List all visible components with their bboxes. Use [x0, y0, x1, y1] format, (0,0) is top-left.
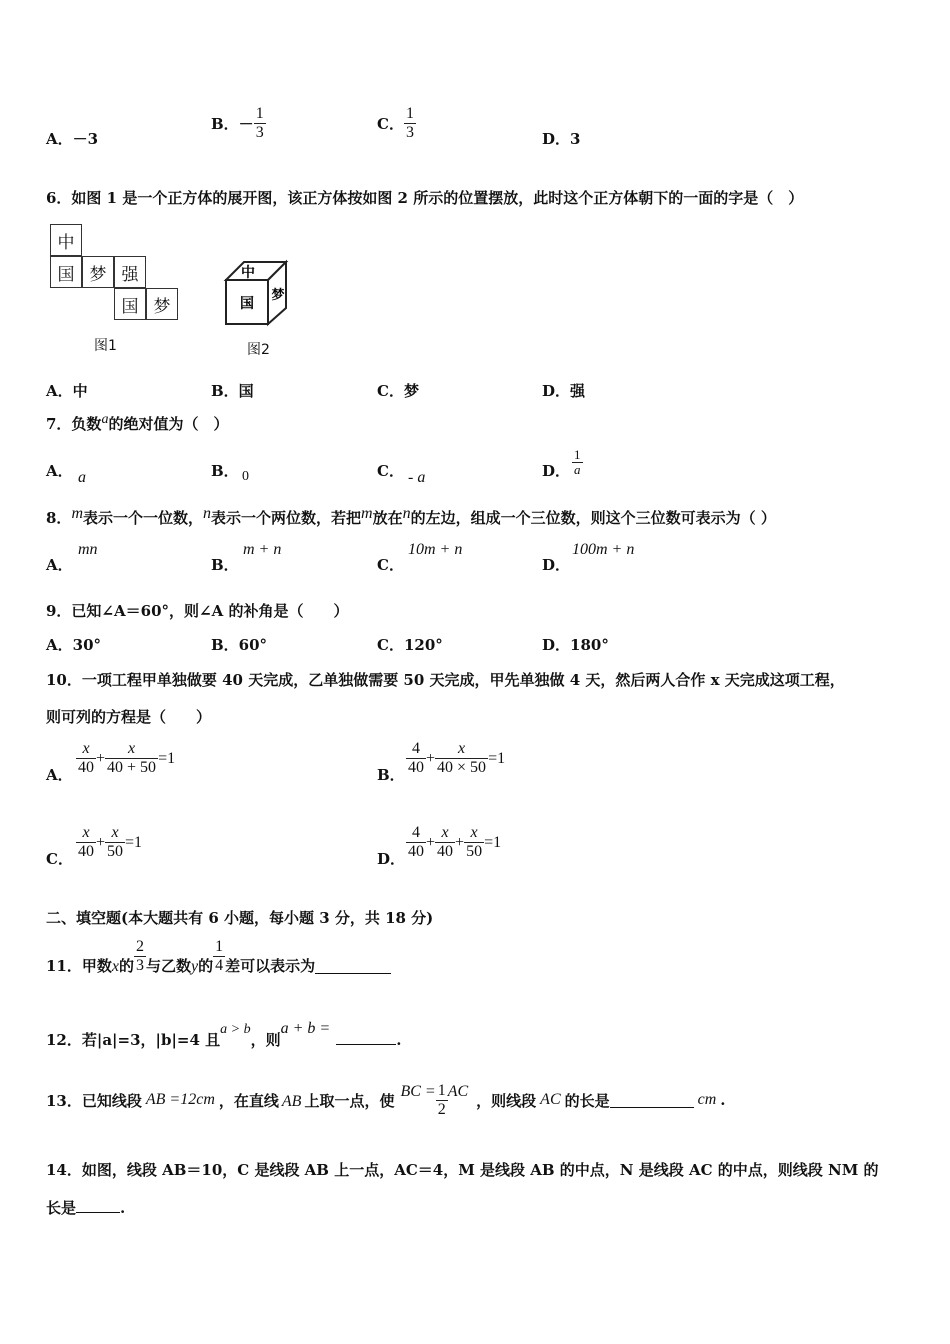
fraction-numerator: x [457, 740, 466, 757]
q8-option-c-label: C． [377, 556, 404, 574]
q8-text: 表示一个一位数， [83, 509, 204, 527]
fraction [134, 938, 146, 975]
net-cell: 国 [114, 288, 146, 320]
q9-option-a: A．30° [46, 636, 102, 654]
fraction-denominator: 40 × 50 [437, 759, 487, 776]
fraction-numerator: x [82, 824, 90, 841]
q9-stem: 9．已知∠A＝60°，则∠A 的补角是（ ） [46, 602, 349, 620]
fraction [406, 824, 426, 861]
q11-text: 与乙数 [146, 957, 192, 975]
q8-text: 的左边，组成一个三位数，则这个三位数可表示为（ ） [410, 509, 776, 527]
cube-front-char: 国 [240, 296, 254, 312]
q13-text: ，在直线 [218, 1091, 279, 1110]
q7-option-c-label: C． [377, 462, 404, 480]
figure2-label: 图2 [247, 342, 270, 358]
q10-option-c-equation [76, 824, 142, 861]
fraction-denominator: 40 + 50 [107, 759, 157, 776]
q12-expression: a + b = [280, 1020, 331, 1037]
fraction-denominator: 50 [466, 843, 483, 860]
q8-option-b-label: B． [211, 556, 239, 574]
q12-condition: a > b [220, 1022, 251, 1037]
q11-var-y: y [191, 958, 199, 975]
q10-option-c-label: C． [46, 850, 73, 868]
q5-option-c-fraction [404, 105, 416, 142]
section-heading-fill-in: 二、填空题(本大题共有 6 小题，每小题 3 分，共 18 分) [46, 909, 434, 927]
q5-option-c-label: C． [377, 115, 404, 133]
q11-stem [46, 932, 391, 980]
answer-blank[interactable] [315, 959, 391, 974]
q8-var-m: m [361, 505, 373, 522]
plus-sign: + [96, 749, 106, 767]
q7-option-c-value: - a [408, 469, 426, 486]
fraction-numerator: 1 [215, 937, 224, 955]
q8-var-n: n [203, 505, 212, 522]
fraction [436, 1082, 448, 1119]
figure1-cube-net [50, 224, 185, 324]
q7-stem-text: 7．负数 [46, 415, 102, 433]
figure1-label: 图1 [94, 338, 117, 354]
q14-period: . [120, 1199, 126, 1217]
q11-text: 11．甲数 [46, 957, 112, 975]
q13-text: 上取一点，使 [304, 1091, 395, 1110]
fraction-numerator: x [127, 740, 136, 757]
q8-option-a-label: A． [46, 556, 73, 574]
fraction [105, 740, 158, 777]
fraction-numerator: 1 [405, 105, 414, 122]
fraction [105, 824, 125, 861]
fraction [213, 938, 225, 975]
q7-stem [46, 413, 228, 434]
fraction-denominator: 40 [408, 759, 424, 776]
q8-option-d-label: D． [542, 556, 571, 574]
net-cell: 国 [50, 256, 82, 288]
net-cell: 梦 [82, 256, 114, 288]
q7-option-d-label: D． [542, 462, 571, 480]
fraction-denominator: a [574, 462, 581, 477]
q8-option-b-value: m + n [243, 541, 282, 558]
q8-var-m: m [71, 505, 83, 522]
fraction-numerator: 1 [574, 447, 581, 462]
q9-option-d: D．180° [542, 636, 609, 654]
fraction-numerator: 1 [437, 1081, 446, 1099]
q9-option-c: C．120° [377, 636, 443, 654]
q9-option-b: B．60° [211, 636, 268, 654]
equals-one: =1 [484, 833, 502, 851]
q10-option-b-equation [406, 740, 505, 777]
q12-text: ，则 [250, 1031, 281, 1049]
plus-sign: + [96, 833, 106, 851]
q10-option-a-equation [76, 740, 175, 777]
fraction-denominator: 50 [107, 843, 124, 860]
q12-stem [46, 1020, 402, 1050]
q5-option-b-label: B．－ [211, 115, 254, 133]
fraction-denominator: 40 [78, 843, 94, 860]
q14-stem-line2 [46, 1197, 125, 1218]
q7-variable: a [101, 412, 109, 427]
equals-one: =1 [158, 749, 176, 767]
fraction [464, 824, 484, 861]
fraction [76, 740, 96, 777]
q5-option-a: A．－3 [46, 130, 99, 148]
cube-side-char: 梦 [271, 288, 285, 303]
q8-number: 8． [46, 509, 72, 527]
fraction-denominator: 4 [215, 956, 224, 974]
q7-option-a-label: A． [46, 462, 73, 480]
q6-stem: 6．如图 1 是一个正方体的展开图，该正方体按如图 2 所示的位置摆放，此时这个正方体朝下的一面的字是（ ） [46, 189, 804, 207]
q14-text: 长是 [46, 1199, 77, 1217]
q11-text: 的 [118, 957, 134, 975]
fraction-numerator: x [82, 740, 90, 757]
plus-sign: + [426, 749, 436, 767]
q12-period: . [396, 1031, 402, 1049]
q13-line: AB [281, 1093, 302, 1110]
net-cell: 梦 [146, 288, 178, 320]
fraction-denominator: 3 [136, 956, 144, 974]
q7-option-b-label: B． [211, 462, 239, 480]
q11-text: 的 [198, 957, 214, 975]
plus-sign: + [426, 833, 436, 851]
equals-one: =1 [125, 833, 143, 851]
q10-option-b-label: B． [377, 766, 405, 784]
q13-unit: cm [697, 1091, 717, 1108]
q8-option-a-value: mn [78, 541, 98, 558]
q6-option-c: C．梦 [377, 382, 419, 400]
fraction [435, 740, 488, 777]
answer-blank[interactable] [610, 1093, 694, 1108]
q5-option-d: D．3 [542, 130, 581, 148]
q8-text: 表示一个两位数，若把 [211, 509, 362, 527]
fraction-denominator: 3 [255, 124, 264, 141]
q7-stem-text: 的绝对值为（ ） [108, 415, 229, 433]
q7-option-b-value: 0 [242, 469, 249, 484]
q5-option-b [211, 105, 266, 142]
q5-option-b-fraction [254, 105, 266, 142]
fraction-numerator: 4 [412, 740, 420, 757]
q13-stem [46, 1076, 726, 1124]
q13-text: 13．已知线段 [46, 1091, 142, 1110]
answer-blank[interactable] [336, 1030, 396, 1045]
q12-text: 12．若|a|=3，|b|=4 且 [46, 1031, 221, 1049]
q13-text: ，则线段 [476, 1091, 537, 1110]
q6-option-b: B．国 [211, 382, 254, 400]
plus-sign: + [455, 833, 465, 851]
q7-option-d-value [572, 448, 583, 477]
answer-blank[interactable] [76, 1198, 120, 1213]
q13-equation-left: BC = [400, 1083, 436, 1100]
q8-stem [46, 507, 776, 528]
fraction-denominator: 40 [408, 843, 424, 860]
q7-option-a-value: a [78, 469, 86, 486]
cube-top-char: 中 [241, 265, 255, 281]
q8-text: 放在 [372, 509, 403, 527]
q10-option-d-equation [406, 824, 501, 861]
equals-one: =1 [488, 749, 506, 767]
fraction-numerator: x [470, 824, 478, 841]
q13-ac: AC [540, 1091, 561, 1108]
net-cell: 强 [114, 256, 146, 288]
fraction-denominator: 3 [405, 124, 414, 141]
fraction-numerator: x [111, 824, 119, 841]
q13-segment: AB =12cm [145, 1091, 215, 1108]
q11-var-x: x [111, 958, 119, 975]
q8-option-c-value: 10m + n [408, 541, 463, 558]
fraction [76, 824, 96, 861]
q13-equation-right: AC [447, 1083, 469, 1100]
figure2-cube [222, 258, 292, 328]
fraction-denominator: 40 [78, 759, 94, 776]
q10-stem-line2: 则可列的方程是（ ） [46, 708, 212, 726]
q6-option-d: D．强 [542, 382, 586, 400]
fraction-numerator: 1 [255, 105, 264, 122]
q10-stem-line1: 10．一项工程甲单独做要 40 天完成，乙单独做需要 50 天完成，甲先单独做 4 天，然后两人合作 x 天完成这项工程， [46, 671, 845, 689]
fraction-numerator: 4 [412, 824, 420, 841]
q10-option-a-label: A． [46, 766, 73, 784]
q11-text: 差可以表示为 [225, 957, 316, 975]
fraction-denominator: 40 [437, 843, 454, 860]
q8-option-d-value: 100m + n [572, 541, 635, 558]
fraction-numerator: 2 [136, 937, 144, 955]
fraction-numerator: x [441, 824, 449, 841]
q14-stem-line1: 14．如图，线段 AB＝10，C 是线段 AB 上一点，AC＝4，M 是线段 AB 的中点，N 是线段 AC 的中点，则线段 NM 的 [46, 1161, 879, 1179]
q10-option-d-label: D． [377, 850, 406, 868]
q13-text: 的长是 [564, 1091, 610, 1110]
q13-period: . [720, 1091, 726, 1109]
net-cell: 中 [50, 224, 82, 256]
q7-option-d-fraction [572, 448, 583, 477]
fraction-denominator: 2 [437, 1100, 446, 1118]
fraction [435, 824, 455, 861]
q5-option-c [377, 105, 416, 142]
q6-option-a: A．中 [46, 382, 88, 400]
q8-var-n: n [402, 505, 411, 522]
fraction [406, 740, 426, 777]
